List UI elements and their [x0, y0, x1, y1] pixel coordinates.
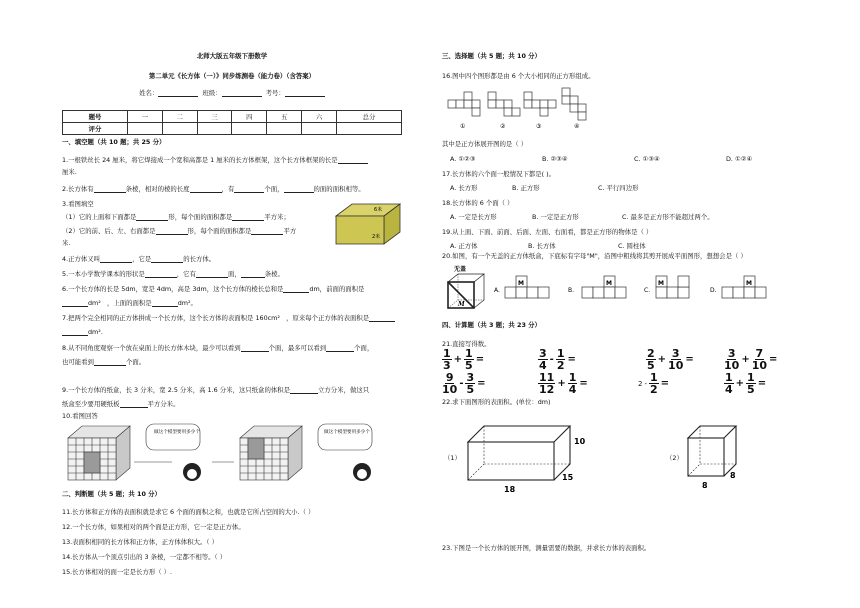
fraction: $\frac{3}{10}$: [668, 347, 684, 372]
score-cell: 三: [197, 111, 232, 123]
score-cell: 一: [127, 111, 162, 123]
q7-blank[interactable]: [369, 314, 395, 322]
score-cell: 题号: [63, 111, 128, 123]
q19-option-c[interactable]: C. 圆柱体: [618, 242, 646, 250]
fraction: $\frac{1}{4}$: [725, 371, 733, 396]
score-input-cell[interactable]: [162, 123, 197, 135]
q7-text: dm².: [88, 328, 103, 336]
class-label: 班级：: [202, 89, 222, 97]
fraction: $\frac{11}{12}$: [539, 371, 555, 396]
q16-question: 其中是正方体展开图的是（ ）: [442, 140, 528, 148]
q9-blank[interactable]: [290, 386, 318, 394]
fraction-expr-6: $\frac{11}{12}$ + $\frac{1}{4}$ =: [539, 371, 588, 396]
q5-text: 5.一本小学数学课本的形状是: [62, 270, 145, 278]
q9-text: 立方分米，做这只: [318, 386, 370, 394]
operator: +: [735, 378, 745, 389]
operator: +: [557, 378, 566, 389]
q3: 3.看图填空: [62, 200, 94, 208]
q22: 22.求下面图形的表面积。(单位：dm): [442, 398, 551, 406]
q8-blank[interactable]: [94, 358, 126, 366]
operator: +: [453, 354, 463, 365]
q18-option-a[interactable]: A. 一定是长方形: [450, 213, 497, 221]
q22-2-label: （2）: [666, 454, 683, 462]
q9-text: 平方分米。: [147, 400, 180, 408]
q20-option-c[interactable]: C.: [644, 287, 651, 294]
q8-text: 个面，最多可以看到: [268, 344, 327, 352]
q3-blank[interactable]: [232, 213, 264, 221]
q19-option-a[interactable]: A. 正方体: [450, 242, 478, 250]
q22-2-side-a: 8: [702, 481, 708, 490]
q6-text: dm²: [88, 299, 101, 307]
q10-speech-bubble: [146, 424, 200, 450]
score-input-cell[interactable]: [232, 123, 267, 135]
q2-blank[interactable]: [190, 185, 222, 193]
q9-text: 9.一个长方体的纸盒，长 3 分米，宽 2.5 分米，高 1.6 分米，这只纸盒的体积是: [62, 386, 291, 394]
q10-bubble-text: 做这个模型要用多少个: [154, 430, 200, 435]
q6-text: dm，前面的面积是: [309, 285, 365, 293]
q9: [62, 386, 369, 394]
fraction: $\frac{3}{10}$: [724, 347, 740, 372]
q4-text: 的长方体。: [183, 255, 216, 263]
score-input-cell[interactable]: [267, 123, 302, 135]
q15: 15.长方体相对的面一定是长方形（ ）.: [62, 568, 173, 576]
q4-text: 4.正方体又叫: [62, 255, 101, 263]
q3-label-side: 2米: [372, 234, 381, 240]
q17: 17.长方体的六个面一般情况下都是( )。: [442, 170, 556, 178]
whole-number: 2: [638, 379, 643, 388]
q22-1-width: 15: [562, 473, 574, 482]
q16-label-3: ③: [536, 123, 542, 130]
fraction-expr-2: $\frac{3}{4}$ - $\frac{1}{2}$ =: [539, 347, 576, 372]
q20-option-b[interactable]: B.: [568, 287, 575, 294]
q20-option-a[interactable]: A.: [494, 287, 500, 294]
q13: 13.表面积相同的长方体和正方体，正方体体积大。（ ）: [62, 538, 218, 546]
q7-blank[interactable]: [62, 328, 88, 336]
q22-1-length: 18: [504, 485, 516, 494]
fraction: $\frac{3}{5}$: [466, 371, 475, 396]
q21: 21.直接写得数。: [442, 340, 491, 348]
score-cell: 五: [267, 111, 302, 123]
fraction-expr-5: $\frac{9}{10}$ - $\frac{3}{5}$ =: [442, 371, 486, 396]
q3-text: 形，每个面的面积都是: [168, 213, 233, 221]
fraction-expr-7: 2 - $\frac{1}{2}$ =: [638, 371, 670, 396]
q2-text: 个面，: [264, 185, 284, 193]
q5-blank[interactable]: [145, 270, 177, 278]
q4-blank[interactable]: [100, 255, 132, 263]
q20: 20.如图，有一个无盖的正方体纸盒，下底标有字母"M"，沿图中粗线将其剪开展成平面图形，想想会是（ ）: [442, 252, 747, 260]
fraction-expr-8: $\frac{1}{4}$ + $\frac{1}{5}$ =: [725, 371, 767, 396]
fraction: $\frac{1}{2}$: [556, 347, 565, 372]
q7-text: 7.把两个完全相同的正方体拼成一个长方体，这个长方体的表面积是 160cm²: [62, 314, 280, 322]
score-cell: 评分: [63, 123, 128, 135]
q3-2-unit: 米.: [62, 239, 71, 247]
q6-text: dm²。: [177, 299, 197, 307]
q7-line2: [62, 328, 103, 336]
q18-option-b[interactable]: B. 一定是正方形: [532, 213, 579, 221]
q20-option-d[interactable]: D.: [710, 287, 717, 294]
q3-text: 形，每个面的面积都是: [187, 227, 252, 235]
q16-option-c[interactable]: C. ①③④: [634, 155, 660, 163]
q4-text: ，它是: [132, 255, 152, 263]
q8-blank[interactable]: [326, 344, 354, 352]
q2-text: 2.长方体有: [62, 185, 94, 193]
q1-text: 1.一根铁丝长 24 厘米，将它焊接成一个宽和高都是 1 厘米的长方体框架，这个长方体框架的长是: [62, 156, 338, 164]
operator: -: [459, 378, 464, 389]
publisher-title: 北师大版五年级下册数学: [196, 52, 268, 60]
q22-cube-2: [686, 424, 766, 494]
q20-no-lid-label: 无盖: [454, 266, 467, 273]
q5-blank[interactable]: [241, 270, 265, 278]
q10-bubble-text: 做这个模型要用多少个: [324, 430, 370, 435]
q18: 18.长方体的 6 个面（ ）: [442, 199, 514, 207]
q8: [62, 344, 373, 352]
class-blank[interactable]: [222, 89, 262, 97]
score-cell: 六: [302, 111, 337, 123]
exam-no-label: 考号：: [265, 89, 285, 97]
student-info: [62, 89, 402, 97]
q6-text: 6.一个长方体的长是 5dm，宽是 4dm，高是 3dm，这个长方体的棱长总和是: [62, 285, 284, 293]
q8-text: 个面。: [125, 358, 146, 366]
q16-label-2: ②: [500, 123, 506, 130]
q5: [62, 270, 284, 278]
q9-text: 纸盒至少要用硬纸板: [62, 400, 120, 408]
score-input-cell[interactable]: [197, 123, 232, 135]
q19: 19.从上面、下面、前面、后面、左面、右面看，都是正方形的物体是（ ）: [442, 228, 653, 236]
fraction: $\frac{9}{10}$: [442, 371, 458, 396]
name-label: 姓名：: [139, 89, 159, 97]
q6-blank[interactable]: [62, 299, 88, 307]
q7: [62, 314, 395, 322]
fraction: $\frac{3}{4}$: [539, 347, 547, 372]
fraction-expr-4: $\frac{3}{10}$ + $\frac{7}{10}$ =: [724, 347, 778, 372]
q6-blank[interactable]: [152, 299, 178, 307]
q5-text: 面，: [227, 270, 241, 278]
q16-label-4: ④: [574, 123, 580, 130]
q6: [62, 285, 364, 293]
section4-title: 四、计算题（共 3 题；共 23 分）: [442, 321, 541, 329]
score-table-score-row: [63, 123, 402, 135]
q22-cuboid-1: [466, 424, 606, 494]
fraction-expr-1: $\frac{1}{3}$ + $\frac{1}{5}$ =: [443, 347, 485, 372]
fraction: $\frac{1}{2}$: [650, 371, 658, 396]
operator: +: [741, 354, 750, 365]
q22-1-height: 10: [574, 437, 586, 446]
q6-blank[interactable]: [283, 285, 309, 293]
section3-title: 三、选择题（共 5 题；共 10 分）: [442, 52, 541, 60]
fraction: $\frac{7}{10}$: [751, 347, 768, 372]
q5-text: 条棱。: [264, 270, 284, 278]
q20-b-letter: M: [606, 280, 612, 287]
q20-a-letter: M: [518, 280, 524, 287]
q16-label-1: ①: [460, 123, 466, 130]
q3-1: [62, 213, 290, 221]
score-cell: 四: [232, 111, 267, 123]
q17-option-c[interactable]: C. 平行四边形: [598, 184, 639, 192]
q16: 16.图中四个图形都是由 6 个大小相同的正方形组成。: [442, 72, 595, 80]
q3-label-top: 6米: [374, 207, 383, 213]
q5-blank[interactable]: [196, 270, 228, 278]
q12: 12.一个长方体，如果相对的两个面是正方形，它一定是正方体。: [62, 523, 245, 531]
q8-blank[interactable]: [241, 344, 269, 352]
q3-blank[interactable]: [156, 227, 188, 235]
q2-text: 的面的面积相等。: [313, 185, 365, 193]
fraction: $\frac{1}{3}$: [443, 347, 451, 372]
q6-line2: [62, 299, 197, 307]
q3-blank[interactable]: [251, 227, 283, 235]
score-cell: 二: [162, 111, 197, 123]
name-blank[interactable]: [158, 89, 198, 97]
q9-line2: [62, 400, 179, 408]
fraction-expr-3: $\frac{2}{5}$ + $\frac{3}{10}$ =: [647, 347, 694, 372]
q10: 10.看图回答: [62, 412, 98, 420]
q23: 23.下图是一个长方体的展开图，测量需要的数据，并求长方体的表面积。: [442, 544, 651, 552]
q1-unit: 厘米.: [62, 168, 77, 176]
q10-cube-models: [62, 422, 382, 484]
q2-blank[interactable]: [284, 185, 314, 193]
q5-text: ，它有: [176, 270, 196, 278]
q16-option-b[interactable]: B. ②③④: [542, 155, 568, 163]
score-input-cell[interactable]: [336, 123, 401, 135]
q2-text: 条棱，相对的棱的长度: [125, 185, 190, 193]
q8-text: 个面，: [354, 344, 374, 352]
q16-nets-figure: [444, 86, 594, 130]
q9-blank[interactable]: [120, 400, 148, 408]
q20-c-letter: M: [658, 280, 664, 287]
q17-option-b[interactable]: B. 正方形: [512, 184, 540, 192]
q1-blank[interactable]: [338, 156, 368, 164]
q14: 14.长方体从一个顶点引出的 3 条棱，一定都不相等。（ ）: [62, 553, 227, 561]
q22-2-side-b: 8: [730, 471, 736, 480]
q19-option-b[interactable]: B. 长方体: [528, 242, 556, 250]
section1-title: 一、填空题（共 10 题；共 25 分）: [62, 138, 166, 146]
worksheet-title: 第二单元《长方体（一）》同步练测卷（能力卷）（含答案）: [148, 72, 316, 80]
section2-title: 二、判断题（共 5 题；共 10 分）: [62, 490, 161, 498]
q4: [62, 255, 215, 263]
q4-blank[interactable]: [151, 255, 183, 263]
q3-text: （2）它的前、后、左、右面都是: [62, 227, 156, 235]
q17-option-a[interactable]: A. 长方形: [450, 184, 478, 192]
q10-speech-bubble: [318, 424, 372, 450]
score-input-cell[interactable]: [127, 123, 162, 135]
q11: 11.长方体和正方体的表面积就是求它 6 个面的面积之和，也就是它所占空间的大小.（ ）: [62, 508, 315, 516]
q8-text: 也可能看到: [62, 358, 94, 366]
q3-text: （1）它的上面和下面都是: [62, 213, 137, 221]
q2: [62, 185, 365, 193]
q7-text: ，原来每个正方体的表面积是: [286, 314, 370, 322]
q3-text: 平方: [283, 227, 297, 235]
q6-text: ，上面的面积是: [106, 299, 152, 307]
q2-text: ，有: [221, 185, 235, 193]
q18-option-c[interactable]: C. 最多是正方形不能超过两个。: [622, 213, 714, 221]
fraction: $\frac{1}{4}$: [568, 371, 577, 396]
q3-cuboid-figure: [332, 200, 404, 248]
q22-1-label: （1）: [444, 454, 461, 462]
q20-d-letter: M: [746, 280, 752, 287]
fraction: $\frac{1}{5}$: [747, 371, 755, 396]
operator: -: [549, 354, 554, 365]
q2-blank[interactable]: [94, 185, 126, 193]
q8-line2: [62, 358, 145, 366]
operator: -: [644, 379, 647, 388]
score-table: [62, 110, 402, 135]
q3-text: 平方米；: [264, 213, 290, 221]
score-input-cell[interactable]: [302, 123, 337, 135]
q1: [62, 156, 368, 164]
q3-2: [62, 227, 296, 235]
operator: +: [657, 354, 667, 365]
q8-text: 8.从不同角度观察一个放在桌面上的长方体木块，最少可以看到: [62, 344, 241, 352]
q16-option-d[interactable]: D. ①②④: [726, 155, 753, 163]
q20-figure: [444, 264, 814, 316]
fraction: $\frac{1}{5}$: [465, 347, 473, 372]
q2-blank[interactable]: [234, 185, 264, 193]
fraction: $\frac{2}{5}$: [647, 347, 655, 372]
score-cell: 总分: [336, 111, 401, 123]
exam-no-blank[interactable]: [285, 89, 325, 97]
q3-blank[interactable]: [136, 213, 168, 221]
q16-option-a[interactable]: A. ①②③: [450, 155, 476, 163]
score-table-header-row: [63, 111, 402, 123]
q20-letter-m: M: [458, 301, 465, 308]
